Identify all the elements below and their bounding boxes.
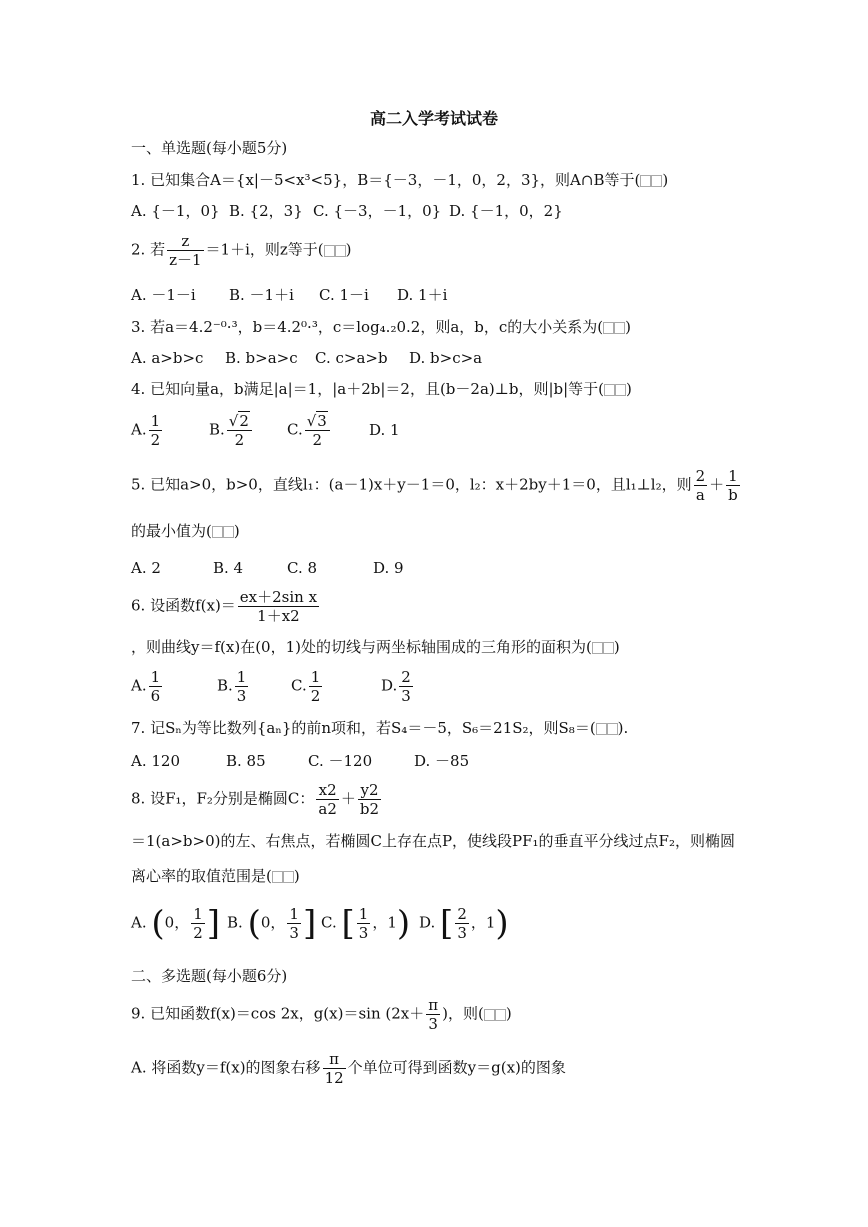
question-5-stem: 5. 已知a>0，b>0，直线l₁：(a－1)x＋y－1＝0，l₂：x＋2by＋1＝0，且l₁⊥l₂，则 [131, 475, 692, 494]
option-d: D. $\frac{2}{3}$ [381, 668, 411, 705]
question-7-stem: 7. 记Sₙ为等比数列{aₙ}的前n项和，若S₄＝－5，S₆＝21S₂，则S₈＝( [131, 719, 596, 737]
question-3-stem: 3. 若a＝4.2⁻⁰·³，b＝4.2⁰·³，c＝log₄.₂0.2，则a，b，c的大小关系为( [131, 318, 604, 336]
question-2-options [131, 285, 447, 305]
option-d: D. 9 [373, 559, 404, 577]
option-c: C. 8 [287, 559, 318, 577]
option-b: B. {2，3} [229, 202, 303, 220]
answer-blank [640, 173, 662, 185]
answer-blank [603, 320, 625, 332]
option-a: A. a>b>c [131, 349, 204, 367]
option-c: C. －120 [308, 752, 373, 770]
answer-blank [484, 1007, 506, 1019]
answer-blank [592, 640, 614, 652]
option-b: B. －1＋i [229, 286, 294, 304]
question-1: 1. 已知集合A＝{x|－5<x³<5}，B＝{－3，－1，0，2，3}，则A∩B等于( ) [131, 171, 669, 189]
answer-blank [604, 382, 626, 394]
option-b: B. 4 [213, 559, 244, 577]
fraction: $\frac{z}{z-1}$ [169, 232, 202, 269]
question-3: 3. 若a＝4.2⁻⁰·³，b＝4.2⁰·³，c＝log₄.₂0.2，则a，b，c的大小关系为( ) [131, 318, 631, 336]
question-9: 9. 已知函数f(x)＝cos 2x，g(x)＝sin (2x＋ $\frac{\pi}{3}$ )，则( ) [131, 996, 512, 1033]
answer-blank [324, 243, 346, 255]
option-d: D. 1＋i [397, 286, 448, 304]
section-multi-choice: 二、多选题(每小题6分) [131, 967, 288, 985]
option-d: D. {－1，0，2} [449, 202, 563, 220]
option-b: B. b>a>c [225, 349, 298, 367]
question-8-options [131, 905, 509, 942]
question-8-cont: ＝1(a>b>0)的左、右焦点，若椭圆C上存在点P，使线段PF₁的垂直平分线过点F₂，则椭圆 [131, 832, 735, 850]
option-a: A. －1－i [131, 286, 196, 304]
question-6-options [131, 668, 415, 705]
question-1-options [131, 201, 563, 221]
option-c: C. 1－i [319, 286, 369, 304]
option-b: B. (0， $\frac{1}{3}$ ] [227, 903, 317, 944]
option-c: C. [ $\frac{1}{3}$ ，1) [321, 903, 411, 944]
option-a: A. $\frac{1}{2}$ [131, 412, 161, 449]
option-a: A. (0， $\frac{1}{2}$ ] [131, 903, 221, 944]
answer-blank [212, 524, 234, 536]
question-8: 8. 设F₁，F₂分别是椭圆C： $\frac{x2}{a2}$ ＋ $\frac{y2}{b2}$ [131, 781, 380, 818]
question-5-cont: 的最小值为( ) [131, 522, 240, 540]
question-6-cont: ，则曲线y＝f(x)在(0，1)处的切线与两坐标轴围成的三角形的面积为( ) [131, 638, 620, 656]
option-b: B. 85 [226, 752, 266, 770]
question-2: 2. 若 $\frac{z}{z-1}$ ＝1＋i，则z等于( ) [131, 232, 352, 269]
question-4-stem: 4. 已知向量a，b满足|a|＝1，|a＋2b|＝2，且(b－2a)⊥b，则|b|等于( [131, 380, 605, 398]
question-6: 6. 设函数f(x)＝ $\frac{\text{ex＋2sin x}}{1+x2}$ [131, 588, 318, 625]
question-9-option-a: A. 将函数y＝f(x)的图象右移 $\frac{\pi}{12}$ 个单位可得到函数y＝g(x)的图象 [131, 1050, 566, 1087]
question-5: 5. 已知a>0，b>0，直线l₁：(a－1)x＋y－1＝0，l₂：x＋2by＋1＝0，且l₁⊥l₂，则 $\frac{2}{a}$ ＋ $\frac{1}{b}$ [131, 467, 738, 504]
option-a: A. 2 [131, 559, 161, 577]
option-d: D. －85 [414, 752, 470, 770]
question-7-options [131, 751, 469, 771]
option-b: B. $\frac{√2}{2}$ [209, 412, 287, 449]
question-4-options [131, 412, 400, 449]
option-a: A. $\frac{1}{6}$ [131, 668, 161, 705]
option-a: A. 120 [131, 752, 180, 770]
option-c: C. {－3，－1，0} [313, 202, 442, 220]
question-1-stem: 1. 已知集合A＝{x|－5<x³<5}，B＝{－3，－1，0，2，3}，则A∩B等于( [131, 171, 641, 189]
question-3-options [131, 348, 482, 368]
answer-blank [596, 721, 618, 733]
option-c: C. c>a>b [315, 349, 388, 367]
question-8-cont2: 离心率的取值范围是( ) [131, 867, 300, 885]
option-b: B. $\frac{1}{3}$ [217, 668, 247, 705]
page-title: 高二入学考试试卷 [369, 109, 498, 128]
question-4: 4. 已知向量a，b满足|a|＝1，|a＋2b|＝2，且(b－2a)⊥b，则|b|等于( ) [131, 380, 632, 398]
question-5-options [131, 558, 404, 578]
section-single-choice: 一、单选题(每小题5分) [131, 139, 288, 157]
answer-blank [272, 869, 294, 881]
option-d: D. b>c>a [409, 349, 483, 367]
option-d: D. [ $\frac{2}{3}$ ，1) [419, 903, 509, 944]
question-7: 7. 记Sₙ为等比数列{aₙ}的前n项和，若S₄＝－5，S₆＝21S₂，则S₈＝( ). [131, 719, 629, 737]
option-d: D. 1 [369, 420, 400, 439]
option-a: A. {－1，0} [131, 202, 220, 220]
option-c: C. $\frac{1}{2}$ [291, 668, 321, 705]
option-c: C. $\frac{√3}{2}$ [287, 412, 369, 449]
